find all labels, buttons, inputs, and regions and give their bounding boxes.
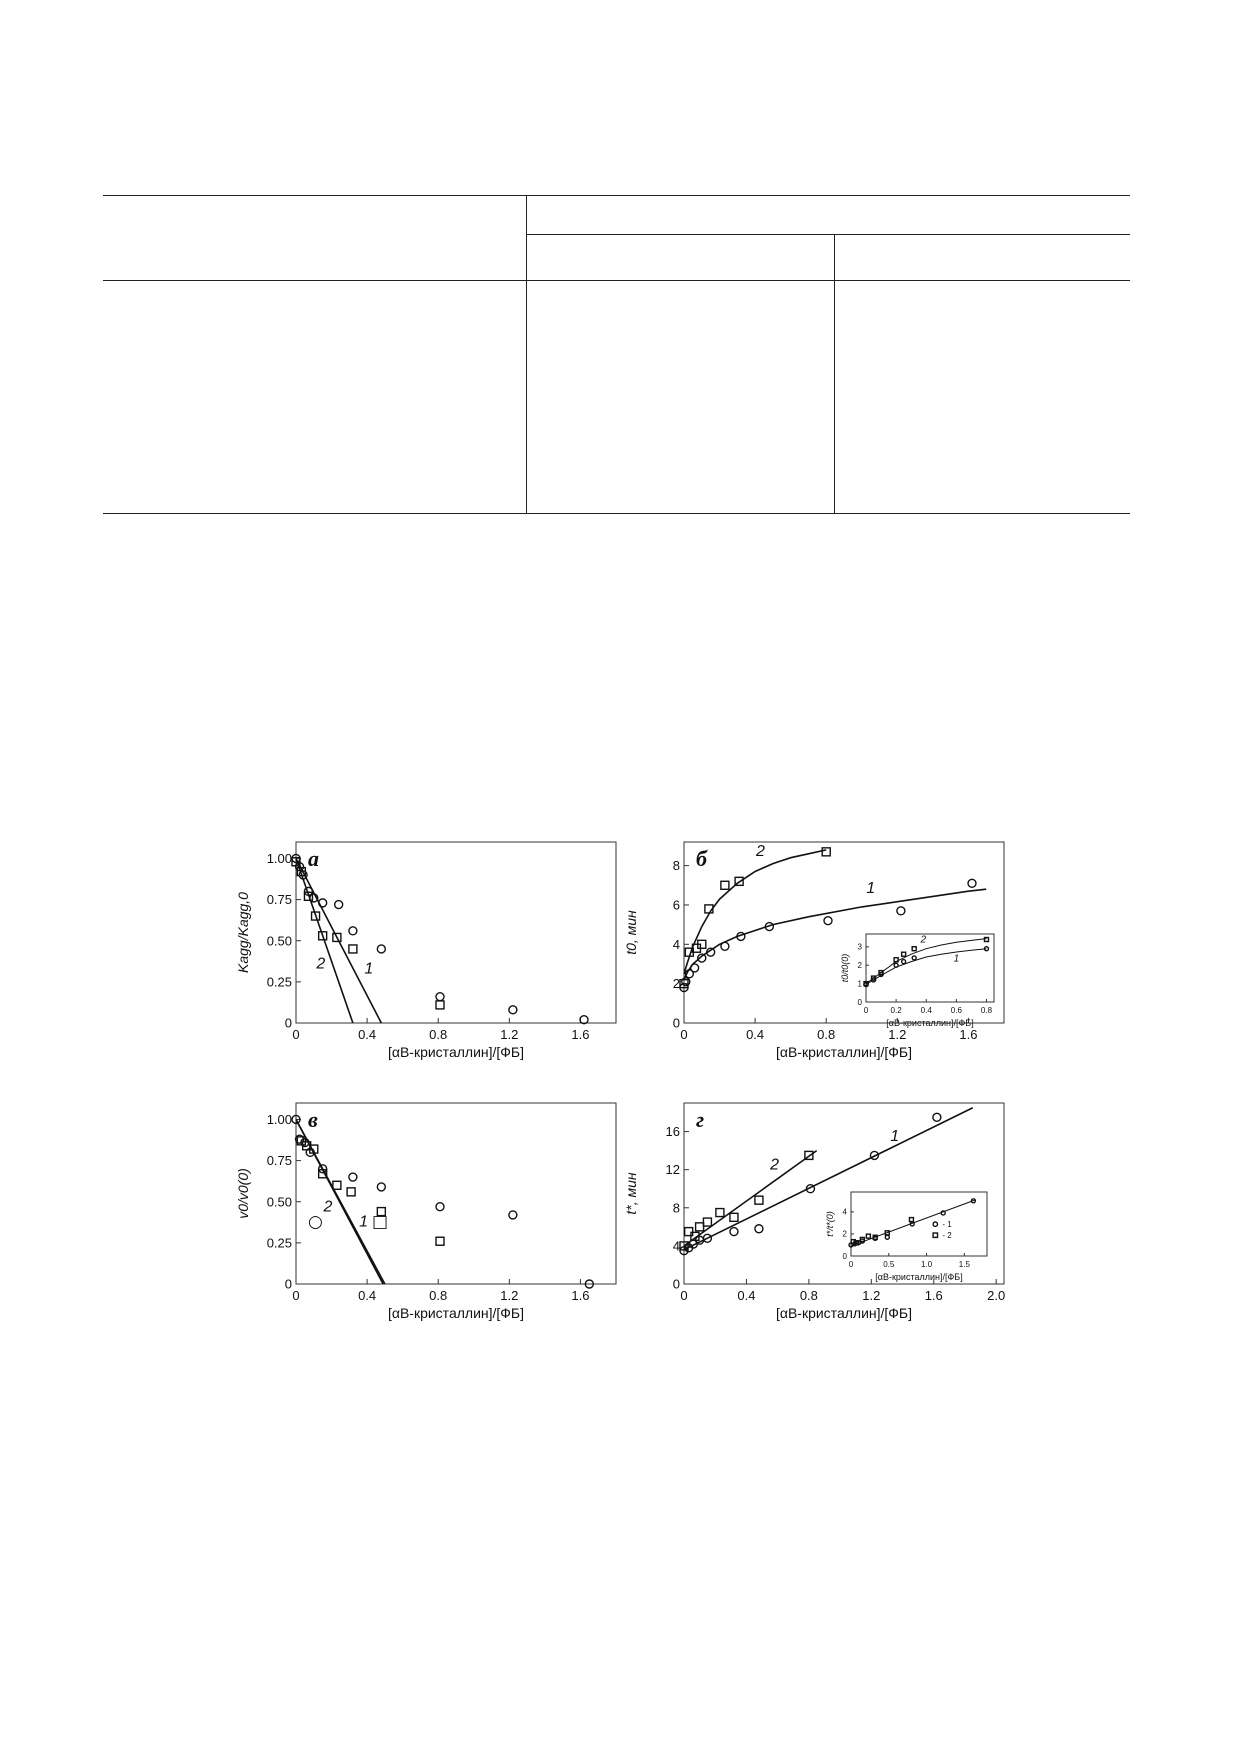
inset-g-xlabel: [αB-кристаллин]/[ФБ] bbox=[875, 1272, 963, 1282]
panel-b-curve-label: 1 bbox=[866, 880, 876, 898]
panel-a-ytick-label: 0.25 bbox=[266, 974, 292, 990]
inset-b-xtick-label: 0.4 bbox=[920, 1006, 932, 1015]
panel-v-fit-line-2 bbox=[296, 1119, 385, 1284]
table-col-divider-1 bbox=[526, 195, 527, 513]
panel-b-ytick-label: 6 bbox=[672, 897, 680, 913]
inset-g-xtick-label: 1.0 bbox=[920, 1260, 933, 1269]
panel-g-point-series-2 bbox=[730, 1213, 738, 1221]
panel-g-point-series-2 bbox=[696, 1223, 704, 1231]
panel-v-ytick-label: 0.25 bbox=[266, 1235, 292, 1251]
panel-a-point-series-1 bbox=[509, 1006, 517, 1014]
inset-b-ylabel: t0/t0(0) bbox=[840, 953, 850, 983]
inset-b-xtick-label: 0.8 bbox=[980, 1006, 993, 1015]
panel-v-group bbox=[235, 1103, 616, 1321]
panel-b-curve-label: 2 bbox=[755, 842, 765, 860]
panel-v-point-series-2 bbox=[333, 1181, 341, 1189]
panel-b-xtick-label: 0.8 bbox=[817, 1027, 836, 1042]
inset-b-xtick-label: 0 bbox=[863, 1006, 869, 1015]
panel-g-xtick-label: 0 bbox=[680, 1288, 688, 1303]
table-col-divider-2 bbox=[834, 234, 835, 513]
panel-a-panel-label: а bbox=[308, 846, 319, 871]
inset-g-ytick-label: 0 bbox=[842, 1251, 847, 1261]
panel-b-point-series-1 bbox=[691, 964, 699, 972]
inset-b-group bbox=[840, 934, 994, 1028]
panel-b-xtick-label: 0 bbox=[680, 1027, 688, 1042]
panel-v-point-series-2 bbox=[347, 1188, 355, 1196]
panel-v-point-series-1 bbox=[509, 1211, 517, 1219]
panel-g-point-series-2 bbox=[703, 1218, 711, 1226]
panel-a-point-series-1 bbox=[349, 927, 357, 935]
inset-g-xtick-label: 0 bbox=[848, 1260, 854, 1269]
panel-v-panel-label: в bbox=[308, 1107, 318, 1132]
panel-g-ytick-label: 0 bbox=[672, 1276, 680, 1292]
inset-b-xtick-label: 0.2 bbox=[890, 1006, 902, 1015]
panel-a-ytick-label: 0.50 bbox=[266, 933, 292, 949]
table-subheader-rule bbox=[526, 234, 1130, 235]
panel-a-ytick-label: 0 bbox=[284, 1015, 292, 1031]
inset-b-ytick-label: 0 bbox=[857, 997, 862, 1007]
panel-b-point-series-1 bbox=[721, 942, 729, 950]
inset-b-xlabel: [αB-кристаллин]/[ФБ] bbox=[886, 1018, 974, 1028]
panel-v-ytick-label: 0 bbox=[284, 1276, 292, 1292]
panel-b-ytick-label: 4 bbox=[672, 936, 680, 952]
panel-g-ytick-label: 8 bbox=[672, 1200, 680, 1216]
inset-b-curve-label: 2 bbox=[920, 934, 927, 946]
inset-g-group bbox=[825, 1192, 987, 1282]
inset-g-xtick-label: 1.5 bbox=[958, 1260, 970, 1269]
panel-g-point-series-1 bbox=[755, 1225, 763, 1233]
inset-b-ytick-label: 1 bbox=[857, 979, 862, 989]
panel-a-point-series-1 bbox=[377, 945, 385, 953]
panel-a-xtick-label: 1.6 bbox=[571, 1027, 590, 1042]
panel-b-point-series-2 bbox=[822, 848, 830, 856]
figure bbox=[200, 830, 1006, 1360]
panel-v-xtick-label: 0.4 bbox=[358, 1288, 377, 1303]
panel-v-point-series-2 bbox=[436, 1237, 444, 1245]
panel-a-xtick-label: 0.8 bbox=[429, 1027, 448, 1042]
panel-g-point-series-2 bbox=[755, 1196, 763, 1204]
panel-a-xtick-label: 0.4 bbox=[358, 1027, 377, 1042]
panel-b-ytick-label: 2 bbox=[672, 976, 680, 992]
inset-b-xtick-label: 0.6 bbox=[950, 1006, 962, 1015]
panel-g-xtick-label: 0.4 bbox=[737, 1288, 756, 1303]
panel-a-point-series-2 bbox=[436, 1001, 444, 1009]
panel-a-curve-label: 1 bbox=[364, 960, 374, 978]
panel-b-xtick-label: 0.4 bbox=[746, 1027, 765, 1042]
inset-g-legend-label: - 1 bbox=[942, 1220, 952, 1230]
panel-a-ylabel: Kagg/Kagg,0 bbox=[235, 892, 251, 973]
panel-v-ytick-label: 0.75 bbox=[266, 1153, 292, 1169]
panel-a-group bbox=[235, 842, 616, 1060]
panel-b-point-series-1 bbox=[897, 907, 905, 915]
panel-a-xtick-label: 1.2 bbox=[500, 1027, 519, 1042]
table-bottom-rule bbox=[103, 513, 1130, 514]
panel-b-point-series-1 bbox=[968, 879, 976, 887]
panel-v-point-series-1 bbox=[349, 1173, 357, 1181]
inset-g-frame bbox=[851, 1192, 987, 1256]
table-header-rule bbox=[103, 280, 1130, 281]
panel-v-xtick-label: 1.2 bbox=[500, 1288, 519, 1303]
inset-g-ytick-label: 4 bbox=[842, 1207, 847, 1217]
panel-v-point-series-1 bbox=[377, 1183, 385, 1191]
inset-b-ytick-label: 3 bbox=[857, 942, 862, 952]
panel-a-ytick-label: 1.00 bbox=[266, 851, 292, 867]
panel-g-xtick-label: 2.0 bbox=[987, 1288, 1006, 1303]
panel-g-ylabel: t*, мин bbox=[623, 1172, 639, 1215]
panel-a-point-series-2 bbox=[349, 945, 357, 953]
panel-v-curve-label: 1 bbox=[359, 1213, 369, 1231]
inset-b-frame bbox=[866, 934, 994, 1002]
panel-b-ytick-label: 0 bbox=[672, 1015, 680, 1031]
panel-v-ytick-label: 0.50 bbox=[266, 1194, 292, 1210]
panel-g-point-series-1 bbox=[730, 1228, 738, 1236]
panel-v-ylabel: v0/v0(0) bbox=[235, 1168, 251, 1219]
panel-g-panel-label: г bbox=[696, 1107, 705, 1132]
panel-a-xtick-label: 0 bbox=[292, 1027, 300, 1042]
panel-a-point-series-1 bbox=[335, 901, 343, 909]
panel-a-xlabel: [αB-кристаллин]/[ФБ] bbox=[387, 1044, 525, 1060]
panel-v-xlabel: [αB-кристаллин]/[ФБ] bbox=[387, 1305, 525, 1321]
panel-a-point-series-1 bbox=[436, 993, 444, 1001]
panel-v-ytick-label: 1.00 bbox=[266, 1112, 292, 1128]
panel-g-ytick-label: 16 bbox=[665, 1124, 680, 1140]
panel-g-point-series-1 bbox=[933, 1113, 941, 1121]
inset-g-ytick-label: 2 bbox=[842, 1229, 847, 1239]
panel-g-curve-label: 2 bbox=[770, 1156, 779, 1174]
caption-square-symbol: □ bbox=[372, 1212, 389, 1232]
panel-v-xtick-label: 1.6 bbox=[571, 1288, 590, 1303]
caption-circle-symbol: ○ bbox=[308, 1212, 323, 1232]
inset-g-xtick-label: 0.5 bbox=[883, 1260, 895, 1269]
panel-v-frame bbox=[296, 1103, 616, 1284]
panel-g-xtick-label: 1.6 bbox=[924, 1288, 943, 1303]
panel-v-xtick-label: 0.8 bbox=[429, 1288, 448, 1303]
panel-g-xlabel: [αB-кристаллин]/[ФБ] bbox=[775, 1305, 913, 1321]
panel-g-curve-label: 1 bbox=[890, 1128, 900, 1146]
panel-v-curve-label: 2 bbox=[323, 1198, 333, 1216]
inset-g-ylabel: t*/t*(0) bbox=[825, 1211, 835, 1237]
panel-b-point-series-1 bbox=[824, 917, 832, 925]
panel-b-xtick-label: 1.2 bbox=[888, 1027, 907, 1042]
panel-a-ytick-label: 0.75 bbox=[266, 892, 292, 908]
figure-svg bbox=[200, 830, 1006, 1360]
panel-g-ytick-label: 12 bbox=[665, 1162, 680, 1178]
panel-g-xtick-label: 1.2 bbox=[862, 1288, 881, 1303]
inset-b-curve-label: 1 bbox=[953, 953, 960, 965]
panel-a-fit-line-1 bbox=[296, 858, 381, 1023]
table-top-rule bbox=[103, 195, 1130, 196]
panel-v-point-series-1 bbox=[436, 1203, 444, 1211]
panel-g-point-series-2 bbox=[716, 1209, 724, 1217]
panel-b-panel-label: б bbox=[696, 846, 707, 871]
panel-g-xtick-label: 0.8 bbox=[799, 1288, 818, 1303]
panel-b-xtick-label: 1.6 bbox=[959, 1027, 978, 1042]
panel-g-fit-line-2 bbox=[684, 1151, 817, 1246]
panel-a-curve-label: 2 bbox=[316, 955, 326, 973]
panel-g-ytick-label: 4 bbox=[672, 1238, 680, 1254]
inset-b-ytick-label: 2 bbox=[857, 961, 862, 971]
panel-b-ylabel: t0, мин bbox=[623, 910, 639, 955]
panel-a-fit-line-2 bbox=[296, 858, 353, 1023]
inset-g-legend-label: - 2 bbox=[942, 1231, 952, 1241]
panel-b-point-series-2 bbox=[721, 881, 729, 889]
panel-b-ytick-label: 8 bbox=[672, 858, 680, 874]
panel-b-xlabel: [αB-кристаллин]/[ФБ] bbox=[775, 1044, 913, 1060]
panel-v-xtick-label: 0 bbox=[292, 1288, 300, 1303]
